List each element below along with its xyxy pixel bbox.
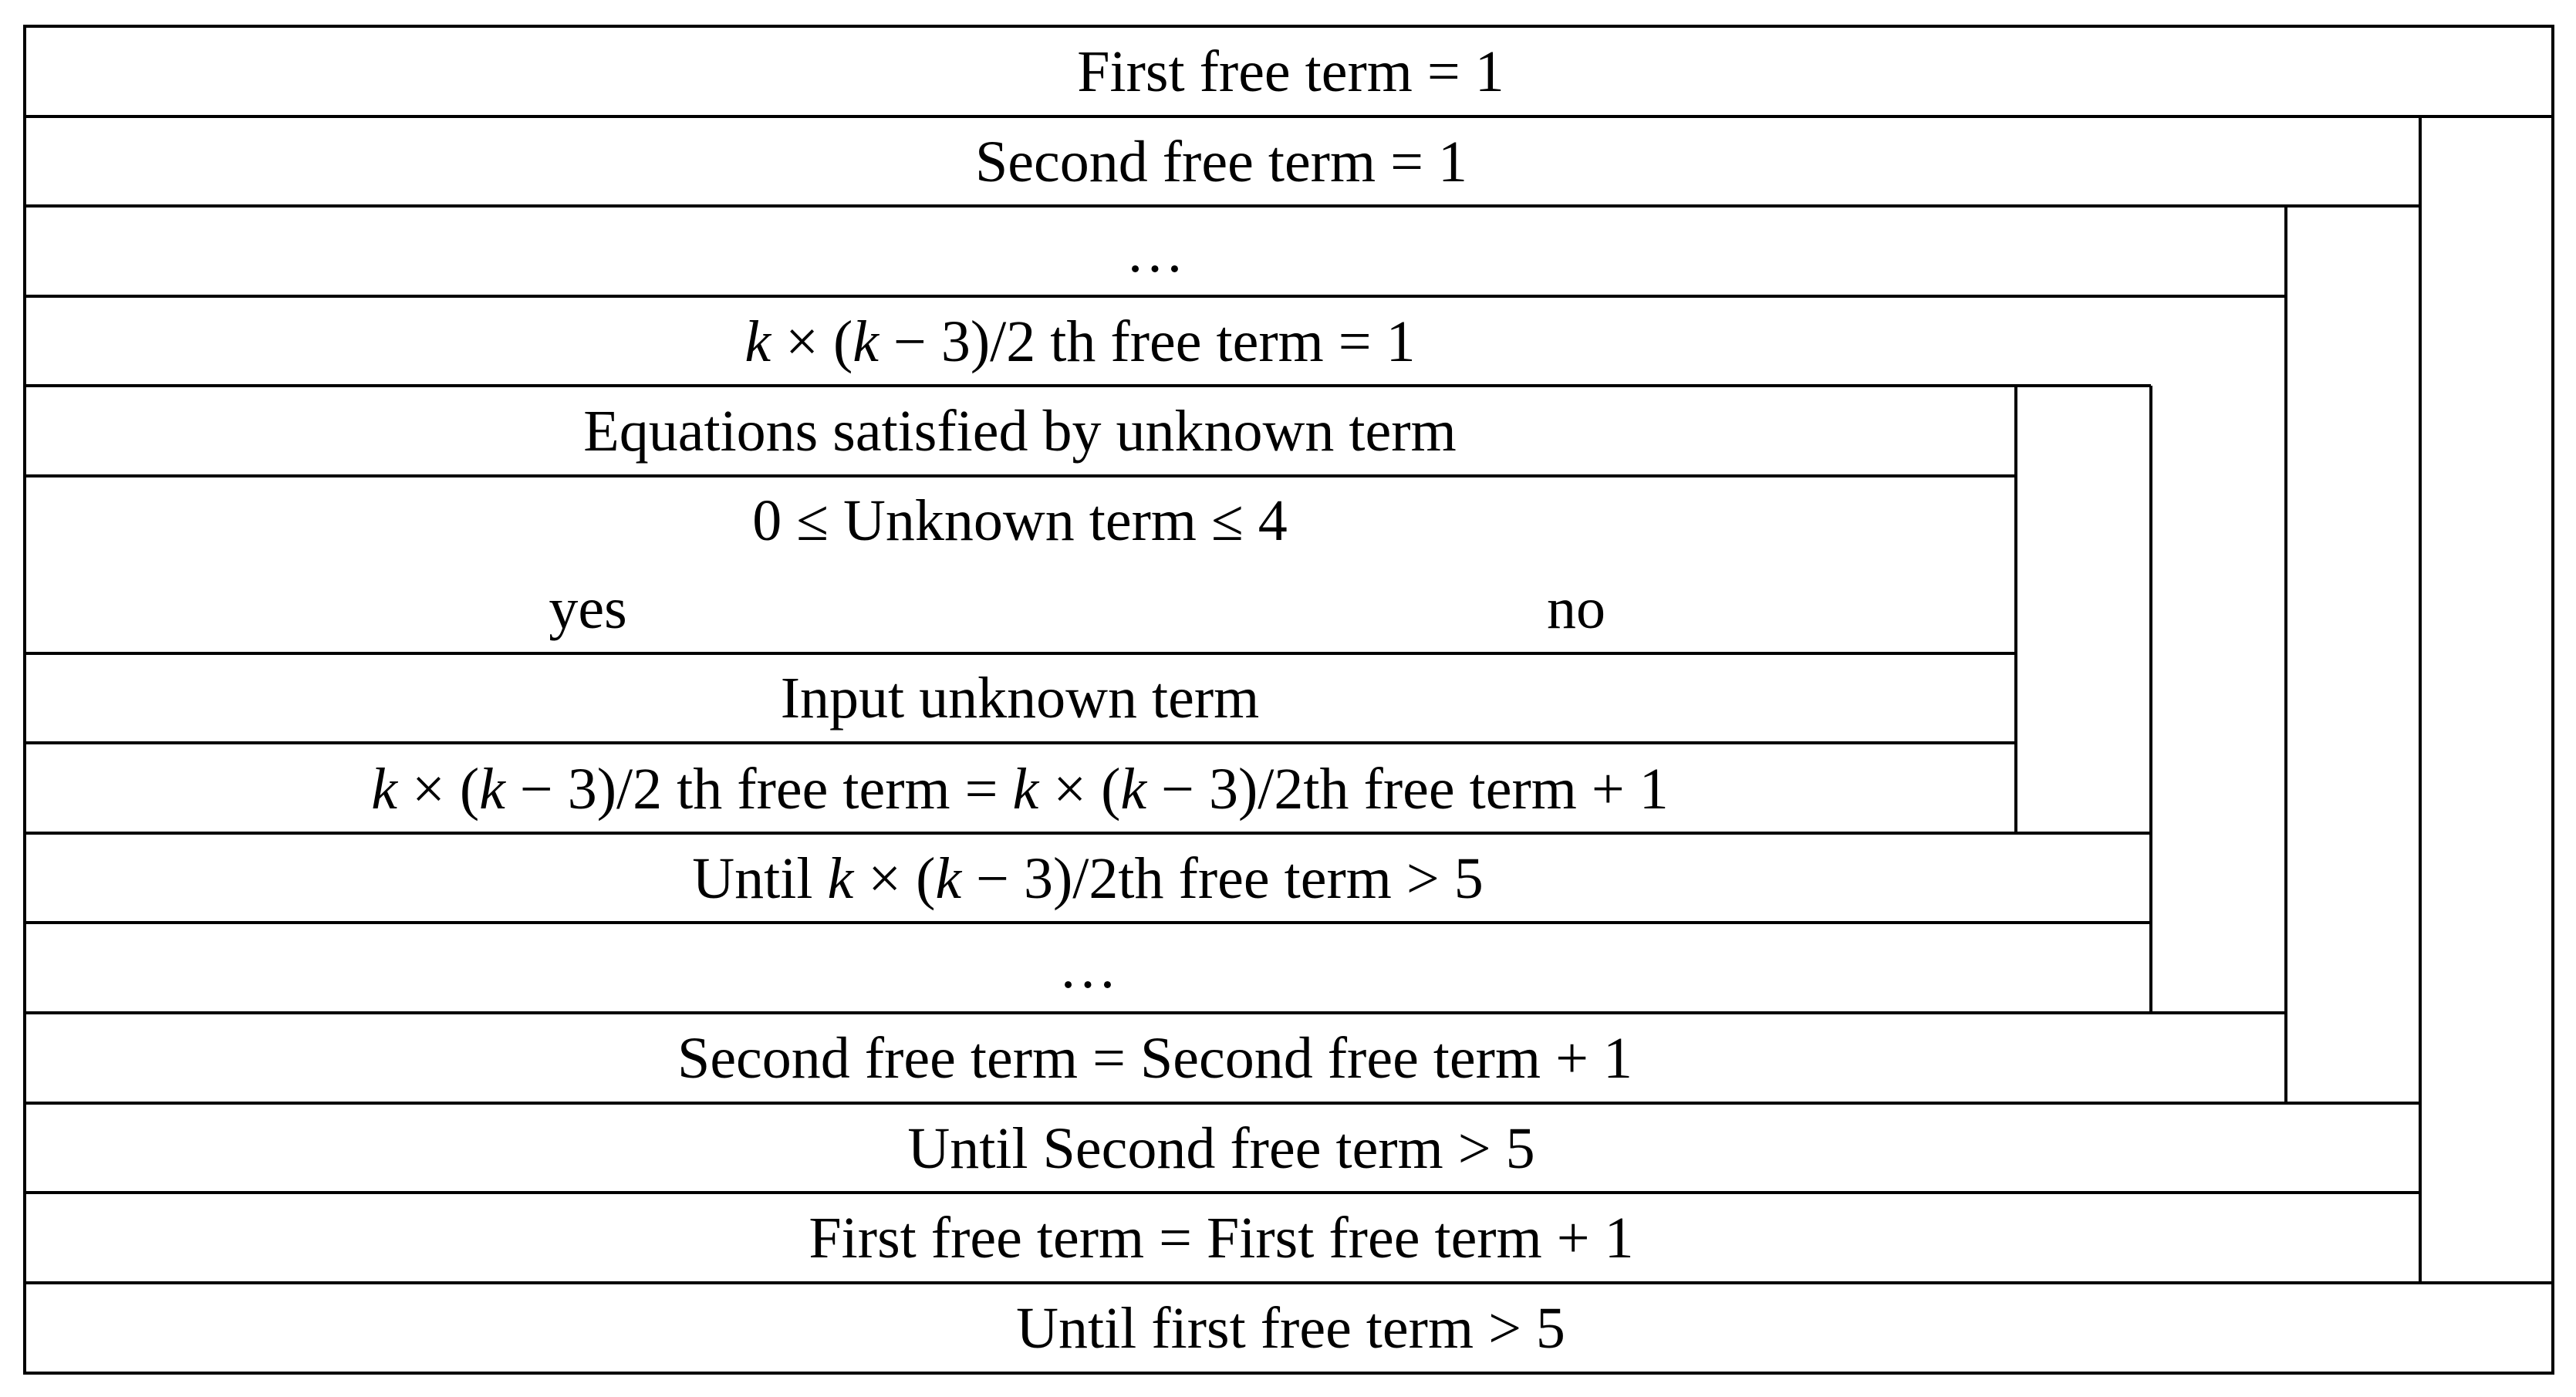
second-free-term-init: Second free term = 1 <box>975 130 1467 194</box>
equations-satisfied: Equations satisfied by unknown term <box>583 399 1457 464</box>
until-first-free-term: Until first free term > 5 <box>1016 1296 1565 1361</box>
branch-no-label: no <box>1547 576 1605 641</box>
until-second-free-term: Until Second free term > 5 <box>907 1116 1535 1181</box>
condition: 0 ≤ Unknown term ≤ 4 <box>752 488 1288 553</box>
input-unknown-term: Input unknown term <box>780 666 1260 731</box>
kth-free-term-increment: k × (k − 3)/2 th free term = k × (k − 3)/2th free term + 1 <box>371 757 1669 822</box>
second-free-term-increment: Second free term = Second free term + 1 <box>677 1026 1632 1091</box>
first-free-term-increment: First free term = First free term + 1 <box>809 1206 1634 1270</box>
branch-yes-label: yes <box>549 576 627 641</box>
ellipsis-bottom: … <box>1058 936 1117 1001</box>
ellipsis-top: … <box>1126 220 1184 285</box>
kth-free-term-init: k × (k − 3)/2 th free term = 1 <box>744 309 1416 374</box>
until-kth-free-term: Until k × (k − 3)/2th free term > 5 <box>692 846 1484 911</box>
first-free-term-init: First free term = 1 <box>1077 39 1504 104</box>
